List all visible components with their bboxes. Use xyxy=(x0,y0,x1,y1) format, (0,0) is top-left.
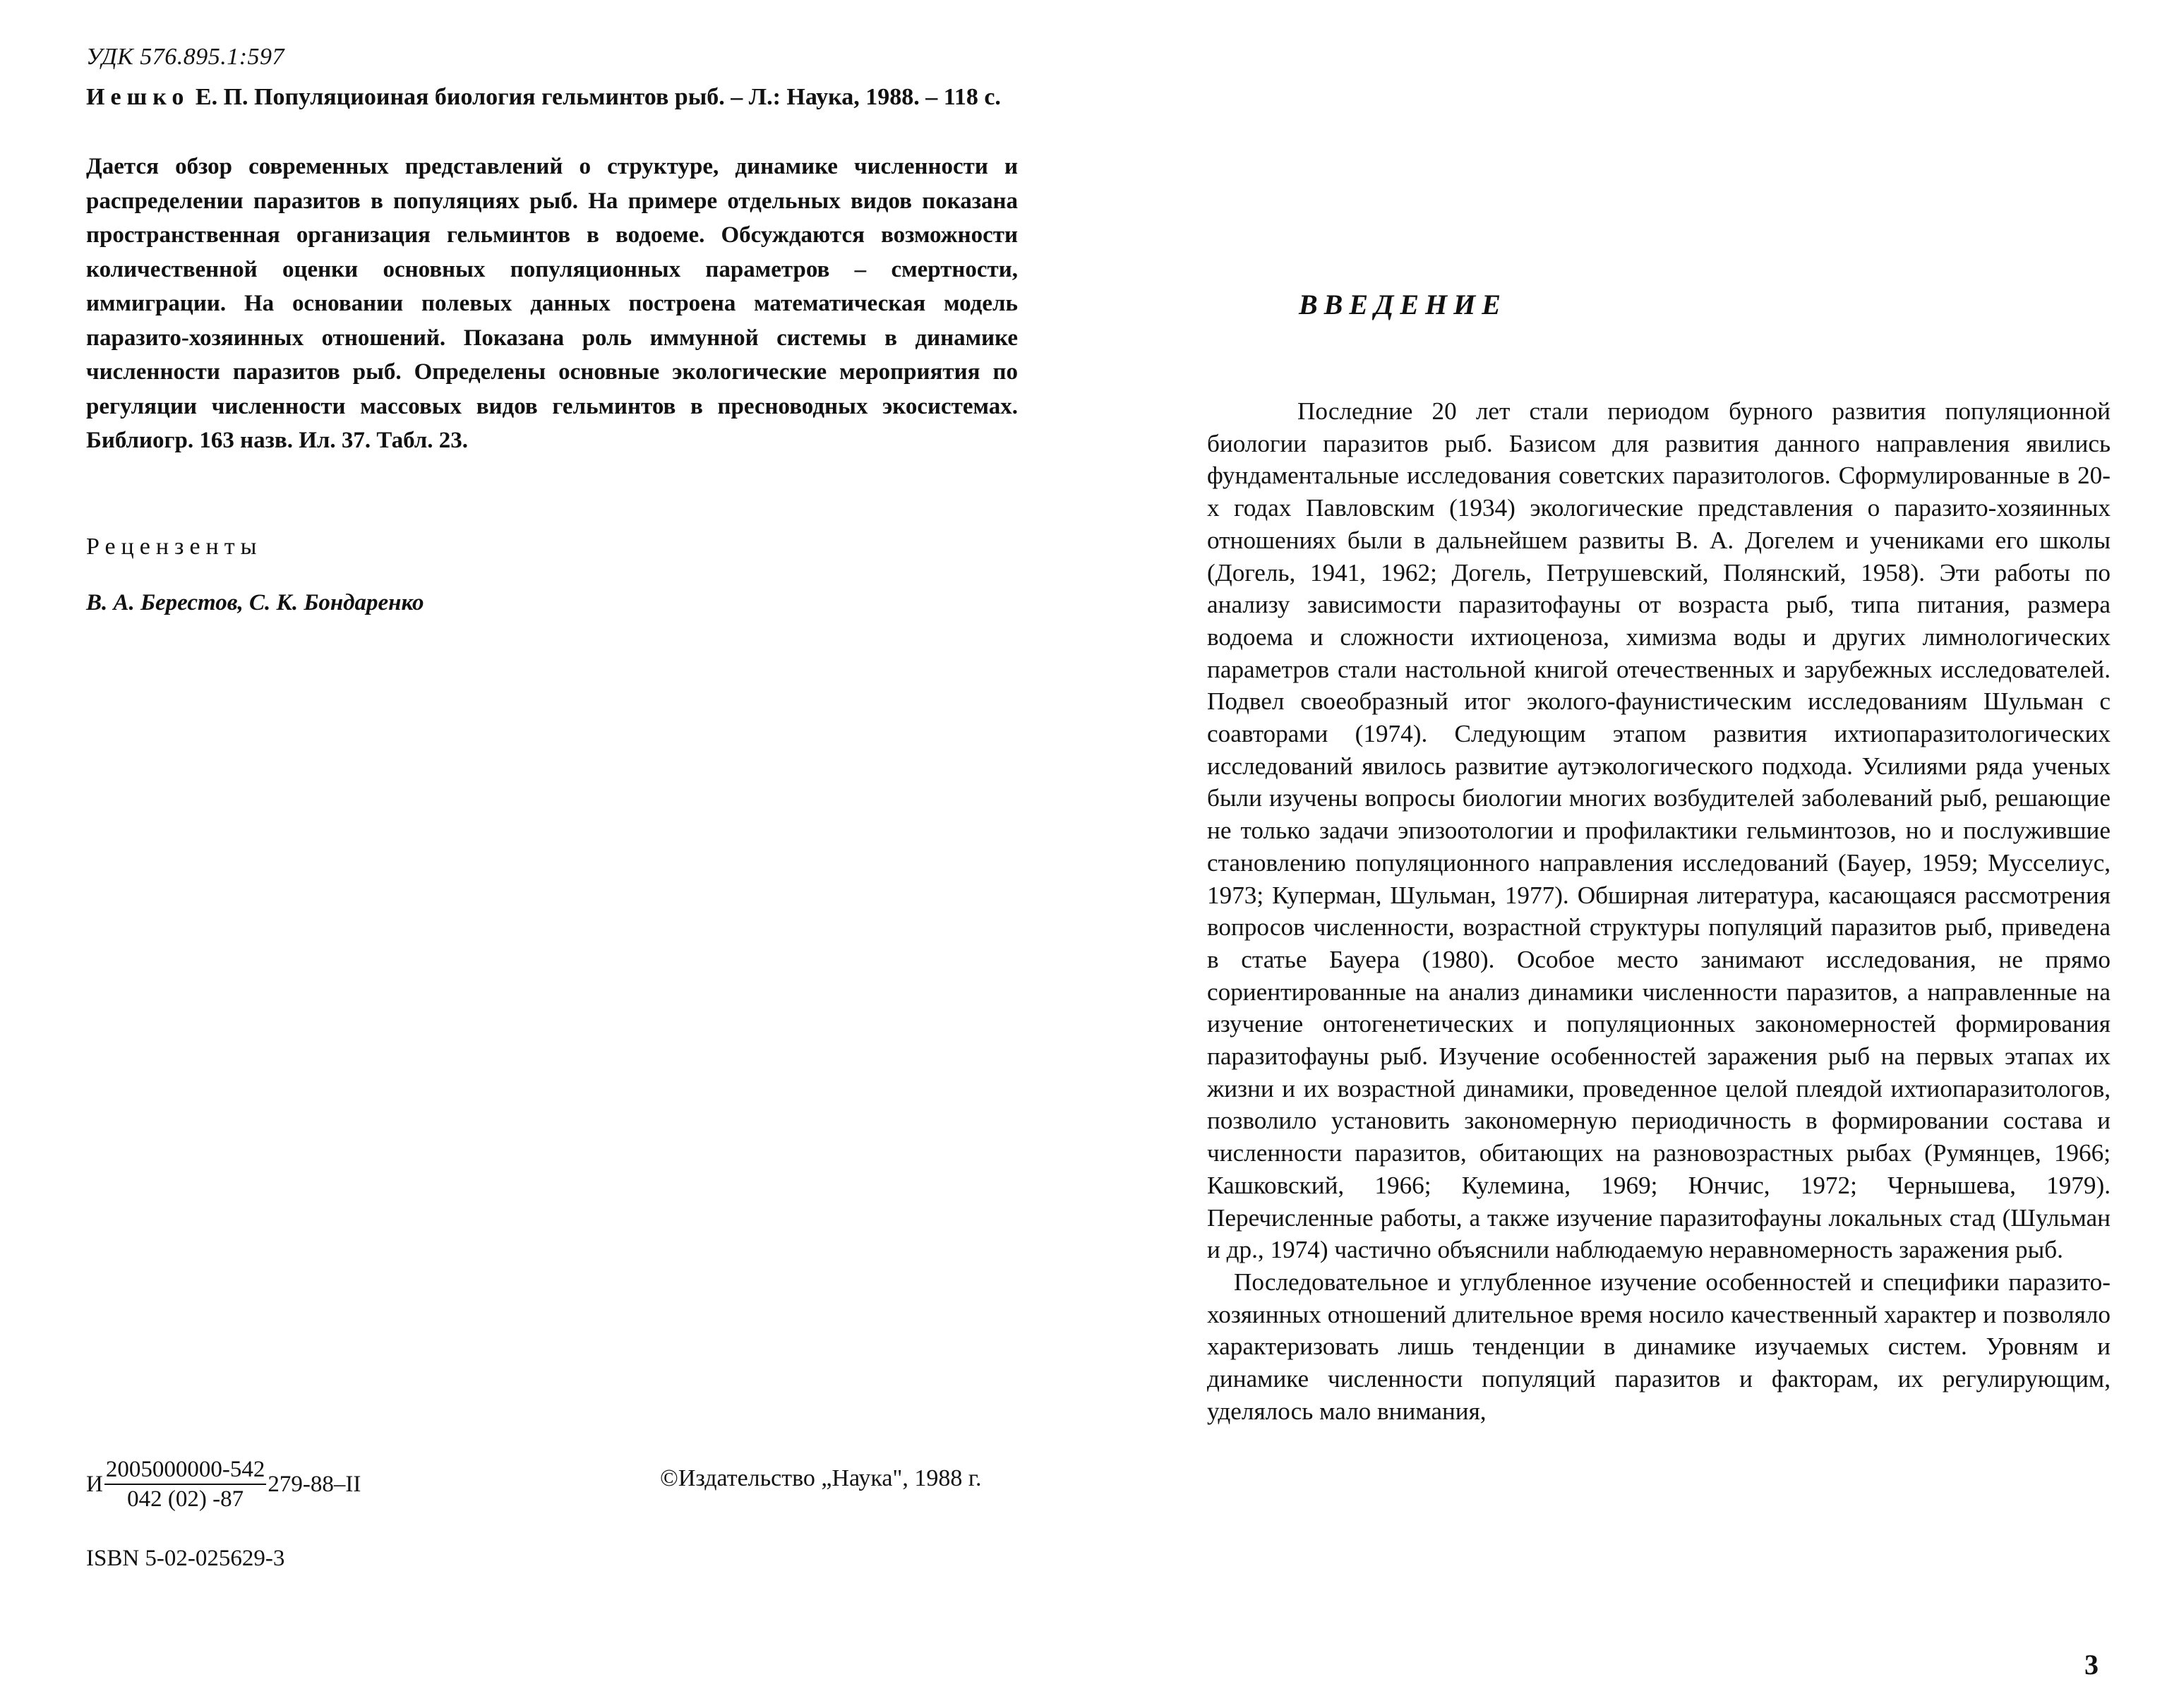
index-numerator: 2005000000-542 xyxy=(104,1455,267,1485)
reviewers-names: В. А. Берестов, С. К. Бондаренко xyxy=(86,590,424,615)
right-page xyxy=(1084,0,2167,1708)
copyright-notice: ©Издательство „Наука", 1988 г. xyxy=(660,1465,982,1491)
reviewers-label: Рецензенты xyxy=(86,534,263,560)
index-suffix: 279-88–II xyxy=(268,1471,361,1497)
udk-code: УДК 576.895.1:597 xyxy=(86,44,285,70)
bibliographic-record xyxy=(86,80,1018,114)
body-text xyxy=(1207,395,2111,1428)
index-denominator: 042 (02) -87 xyxy=(127,1486,244,1512)
page-number: 3 xyxy=(2084,1649,2099,1680)
abstract: Дается обзор современных представлений о структуре, динамике численности и распределении паразитов в популяциях рыб. На примере отдельных видов показана пространственная организация гельминтов в водоеме. Обсуждаются возможности количественной оценки основных популяционных параметров – смертности, иммиграции. На основании полевых данных построена математическая модель паразито-хозяинных отношений. Показана роль иммунной системы в динамике численности паразитов рыб. Определены основные экологические мероприятия по регуляции численности массовых видов гельминтов в пресноводных экосистемах. Библиогр. 163 назв. Ил. 37. Табл. 23. xyxy=(86,154,1018,453)
biblio-author: Иешко xyxy=(86,84,190,110)
index-fraction xyxy=(104,1455,267,1513)
paragraph-2: Последовательное и углубленное изучение особенностей и специфики паразито-хозяинных отношений длительное время носило качественный характер и позволяло характеризовать лишь тенденции в динамике изучаемых систем. Уровням и динамике численности популяций паразитов и факторам, их регулирующим, уделялось мало внимания, xyxy=(1207,1268,2111,1425)
index-prefix: И xyxy=(86,1471,103,1497)
biblio-details: Е. П. Популяциоиная биология гельминтов рыб. – Л.: Наука, 1988. – 118 с. xyxy=(195,84,1001,110)
isbn: ISBN 5-02-025629-3 xyxy=(86,1546,285,1571)
chapter-title: ВВЕДЕНИЕ xyxy=(1299,289,1507,320)
paragraph-1: Последние 20 лет стали периодом бурного развития популяционной биологии паразитов рыб. Базисом для развития данного направления явились фундаментальные исследования советских паразитологов. Сформулированные в 20-х годах Павловским (1934) экологические представления о паразито-хозяинных отношениях были в дальнейшем развиты В. А. Догелем и учениками его школы (Догель, 1941, 1962; Догель, Петрушевский, Полянский, 1958). Эти работы по анализу зависимости паразитофауны от возраста рыб, типа питания, размера водоема и сложности ихтиоценоза, химизма воды и других лимнологических параметров стали настольной книгой отечественных и зарубежных исследователей. Подвел своеобразный итог эколого-фаунистическим исследованиям Шульман с соавторами (1974). Следующим этапом развития ихтиопаразитологических исследований явилось развитие аутэкологического подхода. Усилиями ряда ученых были изучены вопросы биологии многих возбудителей заболеваний рыб, решающие не только задачи эпизоотологии и профилактики гельминтозов, но и послужившие становлению популяционного направления исследований (Бауер, 1959; Мусселиус, 1973; Куперман, Шульман, 1977). Обширная литература, касающаяся рассмотрения вопросов численности, возрастной структуры популяций паразитов рыб, приведена в статье Бауера (1980). Особое место занимают исследования, не прямо сориентированные на анализ динамики численности паразитов, а направленные на изучение онтогенетических и популяционных закономерностей формирования паразитофауны рыб. Изучение особенностей заражения рыб на первых этапах их жизни и их возрастной динамики, проведенное целой плеядой ихтиопаразитологов, позволило установить закономерную периодичность в формировании состава и численности паразитов, обитающих на разновозрастных рыбах (Румянцев, 1966; Кашковский, 1966; Кулемина, 1969; Юнчис, 1972; Чернышева, 1979). Перечисленные работы, а также изучение паразитофауны локальных стад (Шульман и др., 1974) частично объяснили наблюдаемую неравномерность заражения рыб. xyxy=(1207,397,2111,1264)
publication-index xyxy=(86,1455,361,1513)
